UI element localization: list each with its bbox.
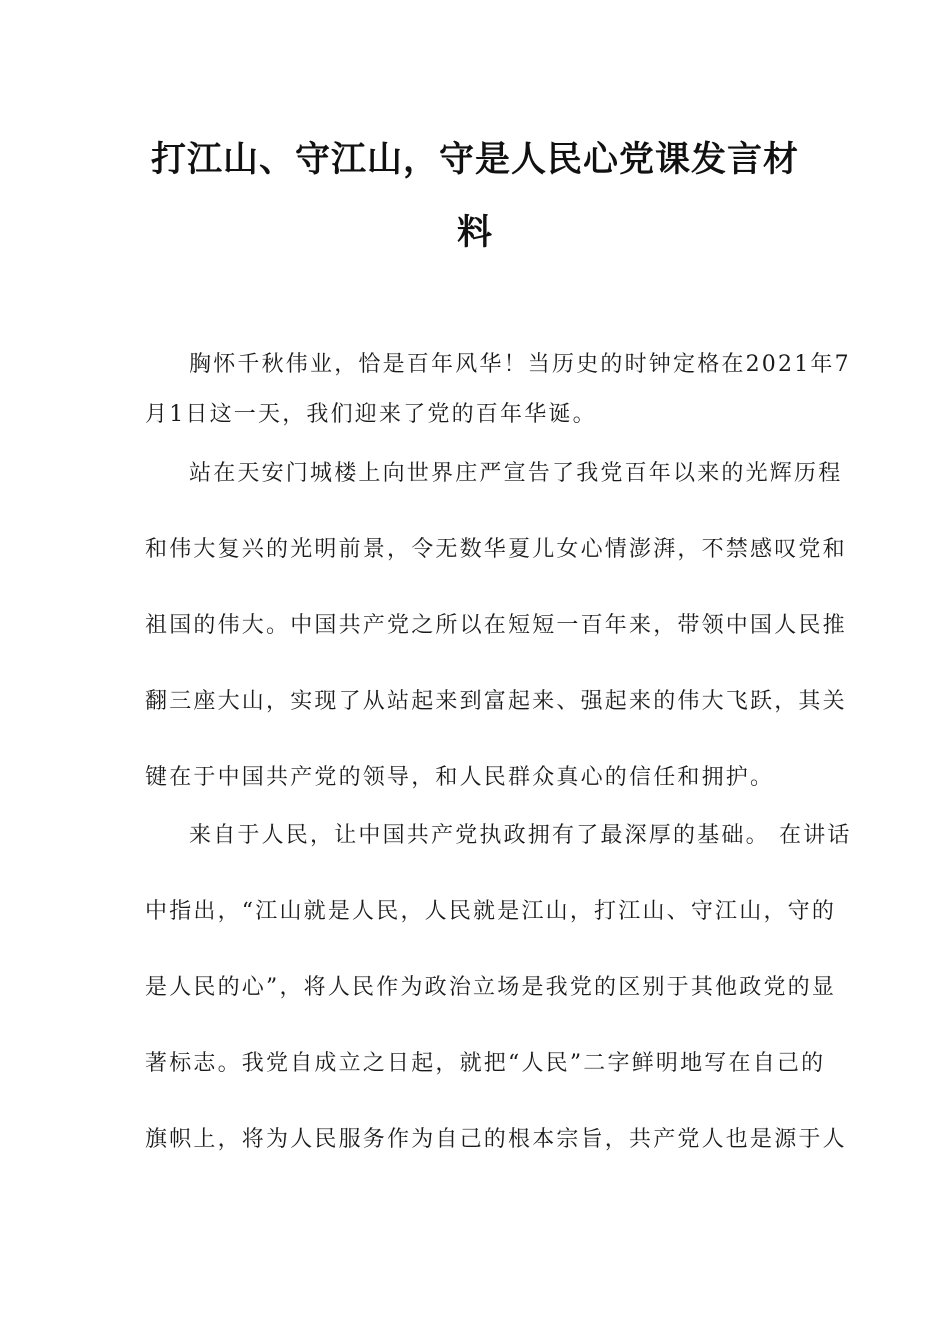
paragraph-2-line-1: 站在天安门城楼上向世界庄严宣告了我党百年以来的光辉历程 bbox=[189, 461, 843, 486]
paragraph-3-line-2: 中指出，“江山就是人民，人民就是江山，打江山、守江山，守的 bbox=[145, 899, 837, 924]
paragraph-3-line-3: 是人民的心”，将人民作为政治立场是我党的区别于其他政党的显 bbox=[145, 975, 837, 1000]
paragraph-2-line-2: 和伟大复兴的光明前景，令无数华夏儿女心情澎湃，不禁感叹党和 bbox=[145, 537, 847, 562]
paragraph-2-line-3: 祖国的伟大。中国共产党之所以在短短一百年来，带领中国人民推 bbox=[145, 613, 847, 638]
paragraph-2-line-4: 翻三座大山，实现了从站起来到富起来、强起来的伟大飞跃，其关 bbox=[145, 689, 847, 714]
paragraph-2-line-5: 键在于中国共产党的领导，和人民群众真心的信任和拥护。 bbox=[145, 765, 775, 790]
paragraph-3-line-1: 来自于人民，让中国共产党执政拥有了最深厚的基础。 在讲话 bbox=[189, 823, 852, 848]
paragraph-3-line-4: 著标志。我党自成立之日起，就把“人民”二字鲜明地写在自己的 bbox=[145, 1051, 826, 1076]
paragraph-1-line-1: 胸怀千秋伟业，恰是百年风华！当历史的时钟定格在2021年7 bbox=[189, 352, 851, 377]
paragraph-3-line-5: 旗帜上，将为人民服务作为自己的根本宗旨，共产党人也是源于人 bbox=[145, 1127, 847, 1152]
paragraph-1-line-2: 月1日这一天，我们迎来了党的百年华诞。 bbox=[145, 402, 597, 427]
document-title-line-1: 打江山、守江山，守是人民心党课发言材 bbox=[150, 139, 799, 180]
document-title-line-2: 料 bbox=[456, 212, 493, 253]
